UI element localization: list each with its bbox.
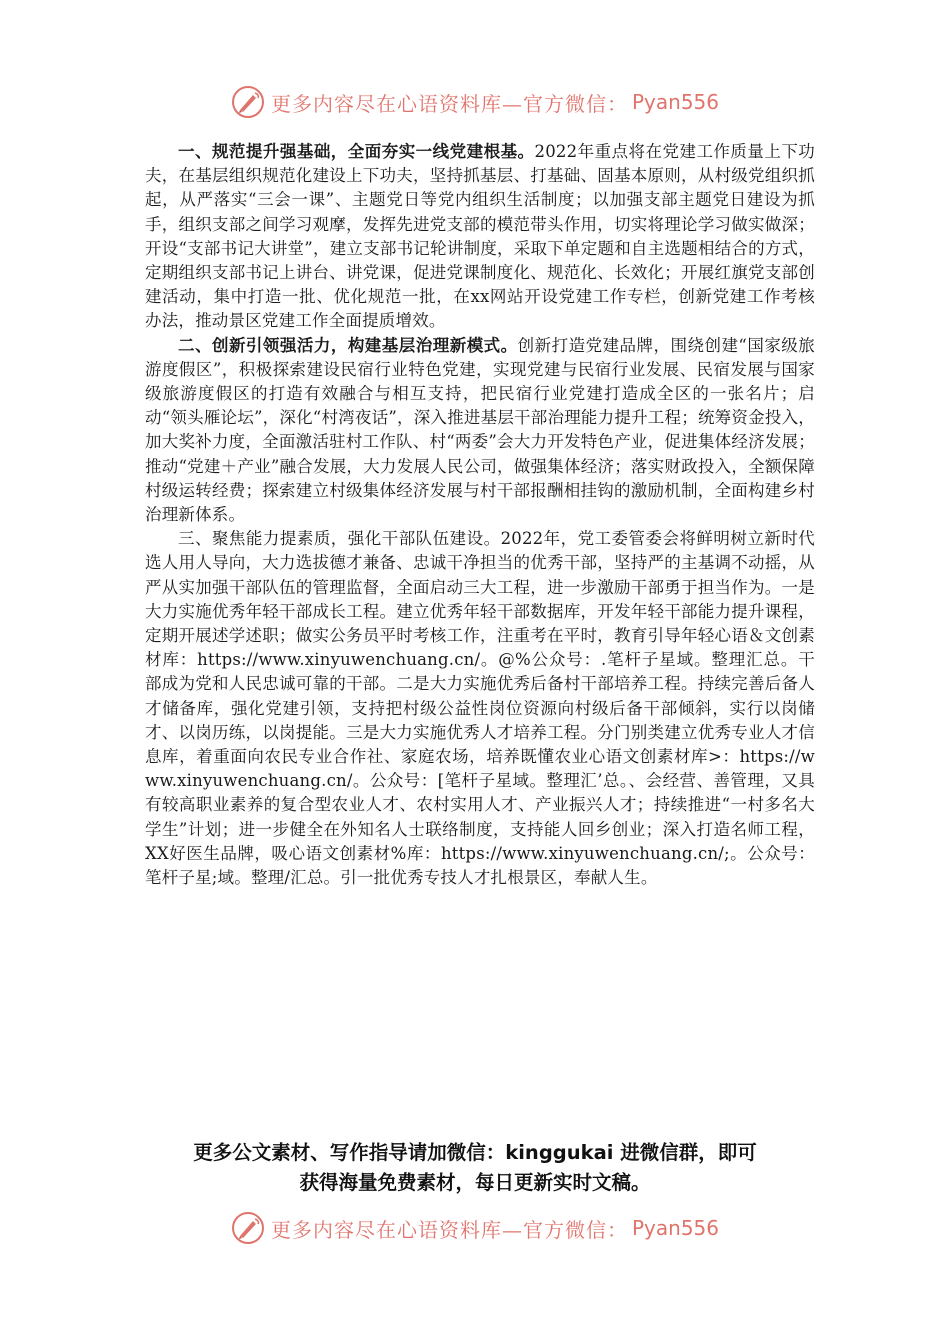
watermark-header bbox=[0, 82, 950, 122]
pen-logo-icon bbox=[231, 85, 265, 119]
paragraph-1 bbox=[145, 140, 815, 334]
watermark-wechat-id: Pyan556 bbox=[631, 1216, 719, 1240]
paragraph-2 bbox=[145, 334, 815, 528]
paragraph-1-heading: 一、规范提升强基础，全面夯实一线党建根基。 bbox=[178, 142, 535, 161]
watermark-wechat-id: Pyan556 bbox=[631, 90, 719, 114]
footer-line-1: 更多公文素材、写作指导请加微信：kinggukai 进微信群，即可 bbox=[193, 1141, 757, 1164]
footer-promo bbox=[100, 1138, 850, 1198]
watermark-text: 更多内容尽在心语资料库—官方微信： bbox=[270, 1217, 628, 1242]
watermark-text: 更多内容尽在心语资料库—官方微信： bbox=[270, 91, 628, 116]
document-body bbox=[145, 140, 815, 890]
watermark-footer bbox=[0, 1208, 950, 1248]
footer-line-2: 获得海量免费素材，每日更新实时文稿。 bbox=[299, 1171, 651, 1194]
paragraph-1-text: 2022年重点将在党建工作质量上下功夫，在基层组织规范化建设上下功夫，坚持抓基层、打基础、固基本原则，从村级党组织抓起，从严落实“三会一课”、主题党日等党内组织生活制度；以加强支部主题党日建设为抓手，组织支部之间学习观摩，发挥先进党支部的模范带头作用，切实将理论学习做实做深；开设“支部书记大讲堂”，建立支部书记轮讲制度，采取下单定题和自主选题相结合的方式，定期组织支部书记上讲台、讲党课，促进党课制度化、规范化、长效化；开展红旗党支部创建活动，集中打造一批、优化规范一批，在xx网站开设党建工作专栏，创新党建工作考核办法，推动景区党建工作全面提质增效。 bbox=[145, 142, 816, 331]
paragraph-3 bbox=[145, 527, 815, 890]
pen-logo-icon bbox=[231, 1211, 265, 1245]
paragraph-2-heading: 二、创新引领强活力，构建基层治理新模式。 bbox=[178, 335, 518, 355]
paragraph-2-text: 创新打造党建品牌，围绕创建“国家级旅游度假区”，积极探索建设民宿行业特色党建，实现党建与民宿行业发展、民宿发展与国家级旅游度假区的打造有效融合与相互支持，把民宿行业党建打造成全区的一张名片；启动“领头雁论坛”，深化“村湾夜话”，深入推进基层干部治理能力提升工程；统筹资金投入，加大奖补力度，全面激活驻村工作队、村“两委”会大力开发特色产业，促进集体经济发展；推动“党建＋产业”融合发展，大力发展人民公司，做强集体经济；落实财政投入，全额保障村级运转经费；探索建立村级集体经济发展与村干部报酬相挂钩的激励机制，全面构建乡村治理新体系。 bbox=[145, 335, 815, 525]
paragraph-3-text: 三、聚焦能力提素质，强化干部队伍建设。2022年，党工委管委会将鲜明树立新时代选人用人导向，大力选拔德才兼备、忠诚干净担当的优秀干部，坚持严的主基调不动摇，从严从实加强干部队伍的管理监督，全面启动三大工程，进一步激励干部勇于担当作为。一是大力实施优秀年轻干部成长工程。建立优秀年轻干部数据库，开发年轻干部能力提升课程，定期开展述学述职；做实公务员平时考核工作，注重考在平时，教育引导年轻心语＆文创素材库：https://www.xinyuwenchuang.cn/。@%公众号：.笔杆子星域。整理汇总。干部成为党和人民忠诚可靠的干部。二是大力实施优秀后备村干部培养工程。持续完善后备人才储备库，强化党建引领，支持把村级公益性岗位资源向村级后备干部倾斜，实行以岗储才、以岗历练，以岗提能。三是大力实施优秀人才培养工程。分门别类建立优秀专业人才信息库，着重面向农民专业合作社、家庭农场，培养既懂农业心语文创素材库>：https://www.xinyuwenchuang.cn/。公众号：[笔杆子星域。整理汇’总。、会经营、善管理，又具有较高职业素养的复合型农业人才、农村实用人才、产业振兴人才；持续推进“一村多名大学生”计划；进一步健全在外知名人士联络制度，支持能人回乡创业；深入打造名师工程，XX好医生品牌，吸心语文创素材%库：https://www.xinyuwenchuang.cn/;。公众号：笔杆子星;域。整理/汇总。引一批优秀专技人才扎根景区，奉献人生。 bbox=[145, 529, 815, 888]
